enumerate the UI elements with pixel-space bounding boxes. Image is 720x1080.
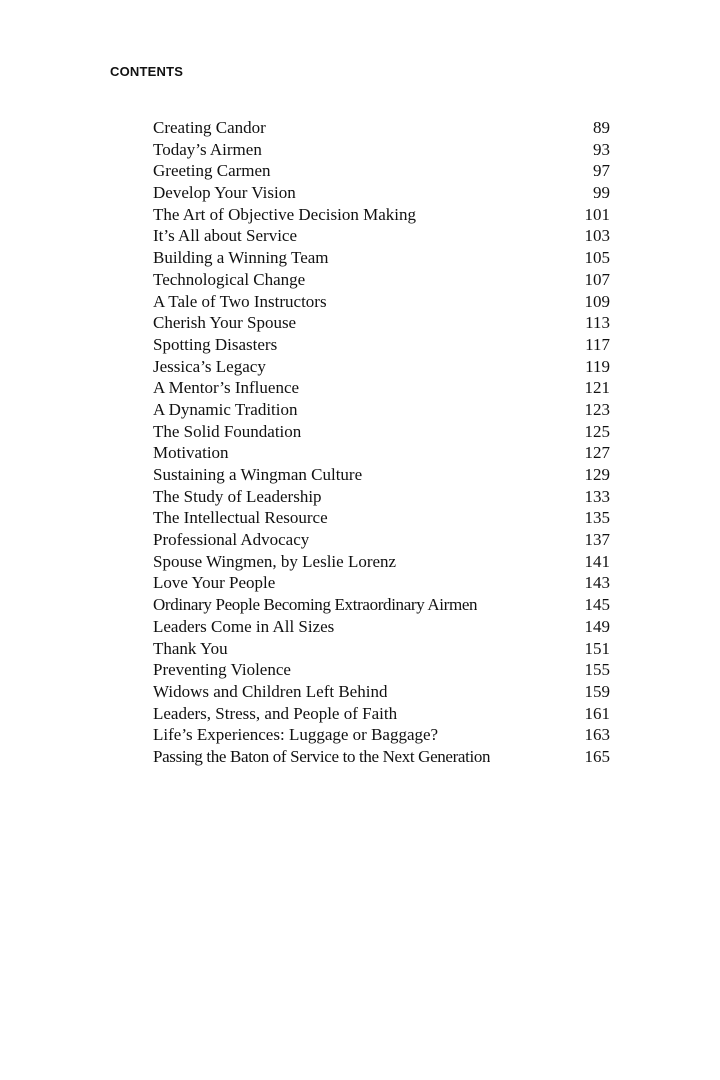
toc-entry-page: 133 — [584, 486, 610, 506]
toc-entry-title: Professional Advocacy — [153, 530, 310, 550]
toc-entry — [153, 464, 610, 486]
toc-entry — [153, 529, 610, 551]
toc-entry-title: Jessica’s Legacy — [153, 356, 266, 376]
toc-entry — [153, 507, 610, 529]
toc-entry — [153, 638, 610, 660]
toc-entry-title: Passing the Baton of Service to the Next Generation — [153, 746, 491, 766]
toc-entry-title: Technological Change — [153, 269, 306, 289]
toc-entry — [153, 334, 610, 356]
toc-entry — [153, 117, 610, 139]
toc-entry-page: 137 — [584, 530, 610, 550]
toc-entry-title: A Tale of Two Instructors — [153, 291, 327, 311]
toc-entry — [153, 703, 610, 725]
toc-entry — [153, 616, 610, 638]
toc-entry-page: 163 — [584, 725, 610, 745]
toc-entry-page: 135 — [584, 508, 610, 528]
toc-entry — [153, 312, 610, 334]
toc-entry — [153, 291, 610, 313]
toc-entry-page: 101 — [584, 204, 610, 224]
toc-entry-title: Develop Your Vision — [153, 183, 296, 203]
toc-entry-page: 99 — [593, 183, 610, 203]
toc-entry-page: 125 — [584, 421, 610, 441]
toc-entry — [153, 551, 610, 573]
toc-entry-title: Life’s Experiences: Luggage or Baggage? — [153, 725, 439, 745]
toc-entry-page: 155 — [584, 660, 610, 680]
toc-entry-page: 107 — [584, 269, 610, 289]
toc-entry-page: 159 — [584, 681, 610, 701]
toc-entry — [153, 659, 610, 681]
toc-entry — [153, 421, 610, 443]
toc-entry-page: 109 — [584, 291, 610, 311]
toc-entry-page: 145 — [584, 595, 610, 615]
toc-entry-title: Motivation — [153, 443, 229, 463]
toc-entry-title: The Art of Objective Decision Making — [153, 204, 416, 224]
toc-entry — [153, 356, 610, 378]
toc-entry — [153, 204, 610, 226]
toc-entry-page: 97 — [593, 161, 610, 181]
toc-entry — [153, 182, 610, 204]
toc-entry-page: 143 — [584, 573, 610, 593]
toc-entry-title: Love Your People — [153, 573, 276, 593]
toc-entry-title: Creating Candor — [153, 118, 266, 137]
toc-entry-title: Today’s Airmen — [153, 139, 262, 159]
toc-entry-title: Greeting Carmen — [153, 161, 271, 181]
toc-entry-page: 141 — [584, 551, 610, 571]
toc-entry-page: 161 — [584, 703, 610, 723]
toc-entry-page: 113 — [585, 313, 610, 333]
toc-entry — [153, 486, 610, 508]
toc-entry — [153, 269, 610, 291]
toc-entry-page: 103 — [584, 226, 610, 246]
toc-entry-title: Building a Winning Team — [153, 248, 329, 268]
toc-entry — [153, 139, 610, 161]
toc-entry-page: 89 — [593, 118, 610, 137]
toc-entry — [153, 724, 610, 746]
toc-entry — [153, 572, 610, 594]
toc-entry-page: 149 — [584, 616, 610, 636]
toc-entry-title: Leaders, Stress, and People of Faith — [153, 703, 398, 723]
toc-entry-title: The Solid Foundation — [153, 421, 302, 441]
toc-entry-title: Leaders Come in All Sizes — [153, 616, 335, 636]
toc-entry-page: 105 — [584, 248, 610, 268]
toc-entry-page: 165 — [584, 746, 610, 766]
toc-entry-title: A Dynamic Tradition — [153, 399, 298, 419]
toc-entry-title: Spotting Disasters — [153, 334, 278, 354]
toc-entry-title: Cherish Your Spouse — [153, 313, 297, 333]
toc-entry — [153, 225, 610, 247]
toc-entry-title: The Intellectual Resource — [153, 508, 328, 528]
toc-entry — [153, 399, 610, 421]
toc-entry — [153, 746, 610, 768]
toc-entry-page: 119 — [585, 356, 610, 376]
toc-entry-title: The Study of Leadership — [153, 486, 322, 506]
toc-entry-page: 129 — [584, 465, 610, 484]
toc-entry-title: Preventing Violence — [153, 660, 291, 680]
toc-entry-title: A Mentor’s Influence — [153, 378, 300, 398]
toc-entry-page: 117 — [585, 334, 610, 354]
toc-entry-page: 151 — [584, 638, 610, 658]
table-of-contents — [153, 117, 610, 768]
toc-entry-title: Widows and Children Left Behind — [153, 681, 388, 701]
toc-entry-title: It’s All about Service — [153, 226, 298, 246]
toc-entry — [153, 247, 610, 269]
toc-entry — [153, 681, 610, 703]
toc-entry-title: Spouse Wingmen, by Leslie Lorenz — [153, 551, 397, 571]
toc-entry-title: Ordinary People Becoming Extraordinary Airmen — [153, 595, 478, 615]
toc-entry-page: 123 — [584, 399, 610, 419]
toc-entry-title: Thank You — [153, 638, 228, 658]
running-head: CONTENTS — [110, 64, 184, 79]
toc-entry-page: 127 — [584, 443, 610, 463]
toc-entry — [153, 594, 610, 616]
toc-entry — [153, 442, 610, 464]
toc-entry — [153, 377, 610, 399]
toc-entry-page: 121 — [584, 378, 610, 398]
toc-entry-title: Sustaining a Wingman Culture — [153, 465, 363, 484]
toc-entry-page: 93 — [593, 139, 610, 159]
toc-entry — [153, 160, 610, 182]
